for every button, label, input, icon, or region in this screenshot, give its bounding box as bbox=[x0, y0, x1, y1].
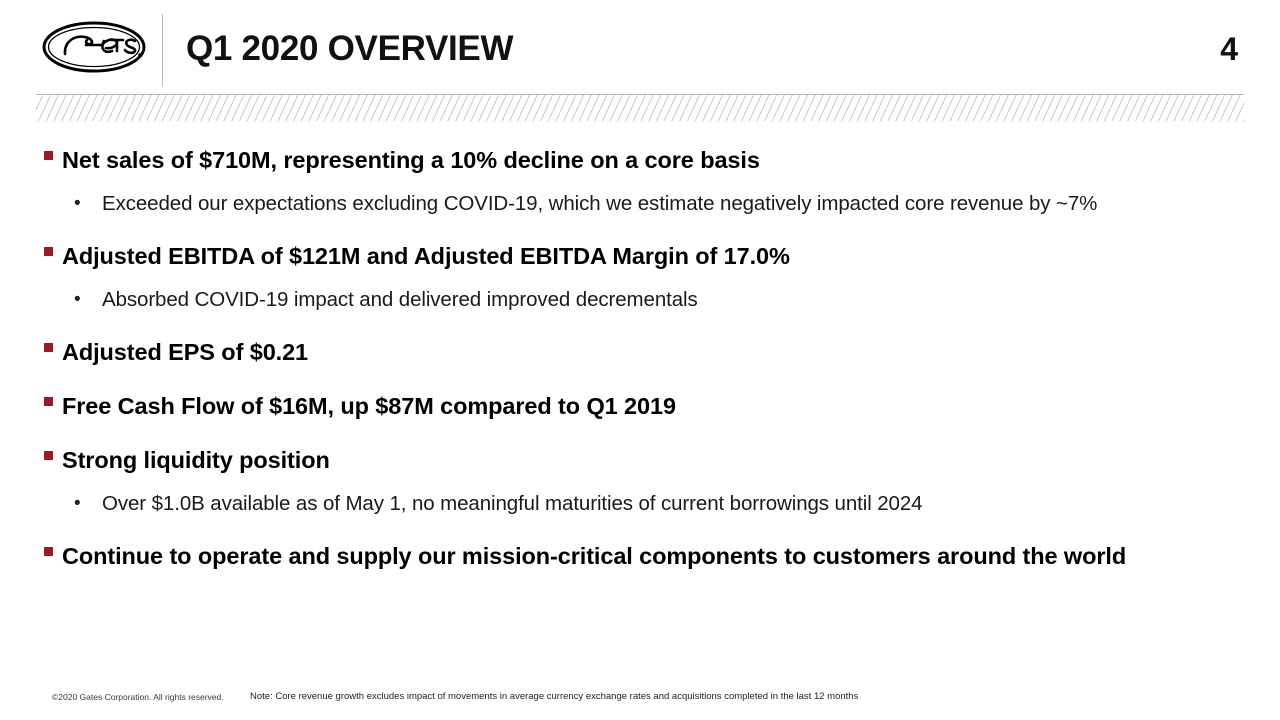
bullet-text: Strong liquidity position bbox=[62, 447, 330, 473]
square-bullet-icon bbox=[36, 440, 62, 460]
bullet-text: Exceeded our expectations excluding COVID-19, which we estimate negatively impacted core revenue by ~7% bbox=[102, 192, 1098, 215]
list-item bbox=[36, 486, 1251, 522]
dot-bullet-icon: • bbox=[74, 493, 81, 514]
list-item bbox=[36, 332, 1251, 372]
gates-logo bbox=[38, 16, 150, 78]
dot-bullet-icon: • bbox=[74, 193, 81, 214]
slide-footer bbox=[0, 690, 1280, 710]
page-title: Q1 2020 OVERVIEW bbox=[186, 29, 514, 68]
copyright-text: ©2020 Gates Corporation. All rights reserved. bbox=[52, 692, 224, 702]
bullet-text: Net sales of $710M, representing a 10% decline on a core basis bbox=[62, 147, 760, 173]
slide-content bbox=[36, 140, 1251, 582]
gates-logo-icon bbox=[40, 18, 148, 76]
slide-header bbox=[0, 0, 1280, 96]
header-divider bbox=[162, 14, 163, 86]
bullet-text: Over $1.0B available as of May 1, no meaningful maturities of current borrowings until 2024 bbox=[102, 492, 923, 515]
list-item bbox=[36, 236, 1251, 276]
square-bullet-icon bbox=[36, 236, 62, 256]
bullet-text: Adjusted EBITDA of $121M and Adjusted EBITDA Margin of 17.0% bbox=[62, 243, 790, 269]
bullet-text: Adjusted EPS of $0.21 bbox=[62, 339, 309, 365]
bullet-text: Free Cash Flow of $16M, up $87M compared to Q1 2019 bbox=[62, 393, 676, 419]
list-item bbox=[36, 440, 1251, 480]
list-item bbox=[36, 536, 1251, 576]
square-bullet-icon bbox=[36, 536, 62, 556]
bullet-text: Absorbed COVID-19 impact and delivered improved decrementals bbox=[102, 288, 698, 311]
list-item bbox=[36, 186, 1251, 222]
list-item bbox=[36, 386, 1251, 426]
bullet-text: Continue to operate and supply our mission-critical components to customers around the world bbox=[62, 543, 1127, 569]
square-bullet-icon bbox=[36, 386, 62, 406]
square-bullet-icon bbox=[36, 332, 62, 352]
dot-bullet-icon: • bbox=[74, 289, 81, 310]
list-item bbox=[36, 282, 1251, 318]
hatched-divider bbox=[36, 94, 1244, 121]
square-bullet-icon bbox=[36, 140, 62, 160]
footnote-text: Note: Core revenue growth excludes impact of movements in average currency exchange rates and acquisitions completed in the last 12 months bbox=[250, 691, 859, 702]
slide-number: 4 bbox=[1220, 31, 1238, 67]
list-item bbox=[36, 140, 1251, 180]
